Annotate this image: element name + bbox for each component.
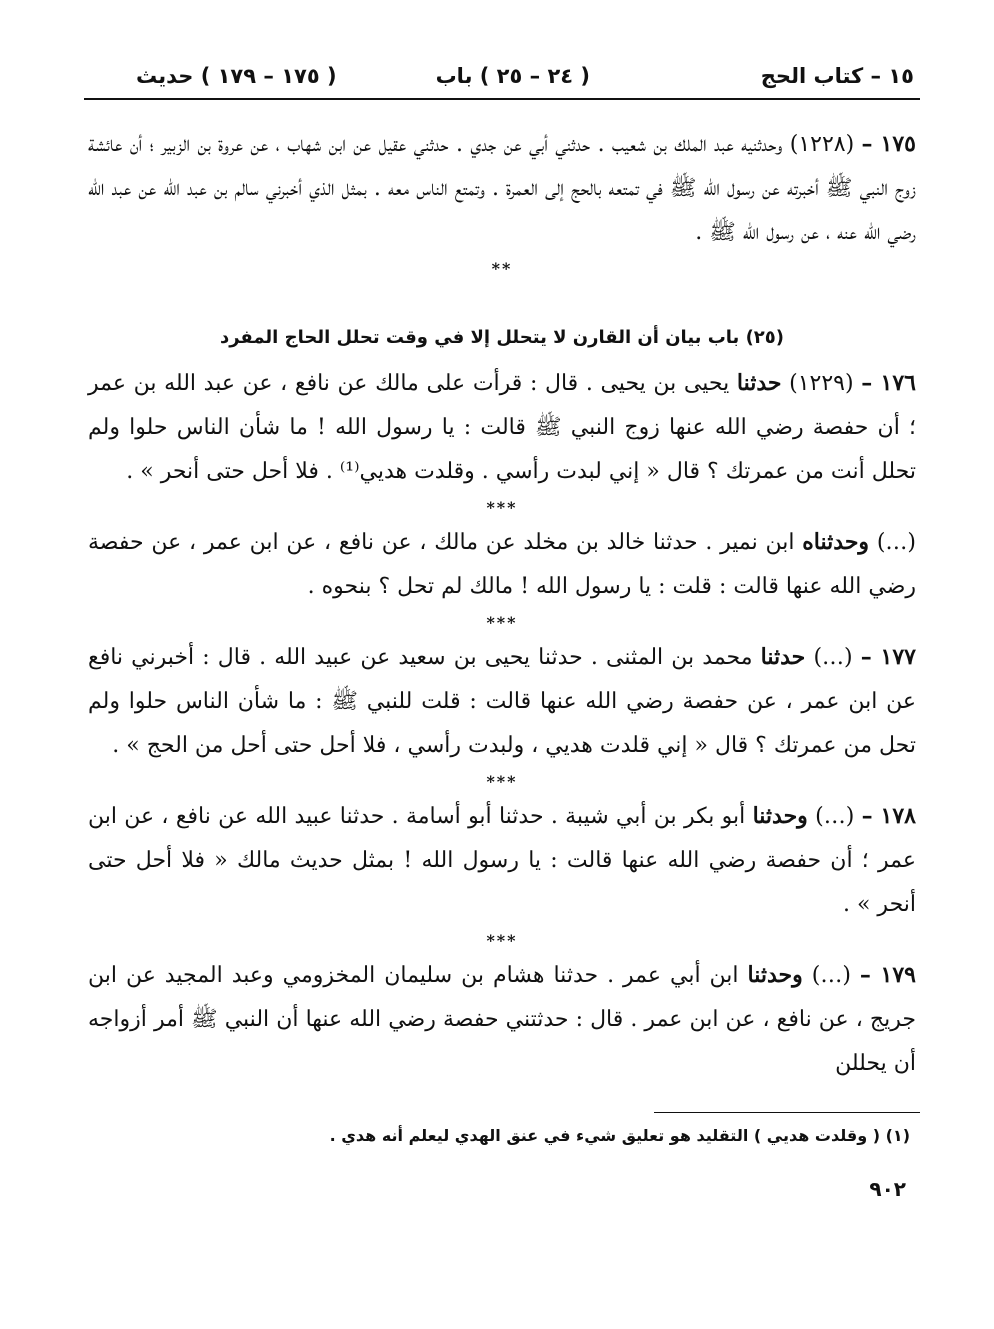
narration-keyword: وحدثنا — [752, 803, 808, 829]
narration-keyword: حدثنا — [736, 370, 782, 396]
hadith-178 — [84, 794, 920, 927]
page-number: ٩٠٢ — [869, 1177, 906, 1201]
chapter-range: ( ٢٤ – ٢٥ ) باب — [435, 64, 590, 88]
hadith-text: ابن أبي عمر . حدثنا هشام بن سليمان المخزومي وعبد المجيد عن ابن جريج ، عن نافع ، عن ابن عمر . قال : حدثتني حفصة رضي الله عنها أن النبي ﷺ أمر أزواجه أن يحللن — [88, 963, 916, 1076]
separator-stars: *** — [486, 931, 518, 950]
hadith-ref: (…) — [813, 645, 853, 670]
hadith-text: يحيى بن يحيى . قال : قرأت على مالك عن نافع ، عن عبد الله بن عمر ؛ أن حفصة رضي الله عنها زوج النبي ﷺ قالت : يا رسول الله ! ما شأن الناس حلوا ولم تحلل أنت من عمرتك ؟ قال « إني لبدت رأسي . وقلدت هديي⁽¹⁾ . فلا أحل حتى أنحر » . — [88, 371, 916, 484]
hadith-177 — [84, 635, 920, 768]
hadith-text: (١٢٢٨) وحدثنيه عبد الملك بن شعيب . حدثني أبي عن جدي . حدثني عقيل عن ابن شهاب ، عن عروة بن الزبير ؛ أن عائشة زوج النبي ﷺ أخبرته عن رسول الله ﷺ في تمتعه بالحج إلى العمرة . وتمتع الناس معه . بمثل الذي أخبرني سالم بن عبد الله عن عبد الله رضي الله عنه ، عن رسول الله ﷺ . — [88, 132, 916, 245]
separator-stars: *** — [486, 772, 518, 791]
hadith-175 — [84, 122, 920, 255]
hadith-176-variant — [84, 520, 920, 609]
narration-keyword: وحدثناه — [802, 529, 870, 555]
running-header — [84, 58, 920, 100]
hadith-range: ( ١٧٥ – ١٧٩ ) حديث — [136, 64, 337, 88]
hadith-number: ١٧٨ – — [861, 803, 916, 829]
separator-stars: *** — [486, 613, 518, 632]
hadith-number: ١٧٧ – — [860, 644, 916, 670]
hadith-number: ١٧٥ – — [861, 131, 916, 157]
narration-keyword: وحدثنا — [747, 962, 803, 988]
hadith-number: ١٧٩ – — [859, 962, 916, 988]
hadith-ref: (…) — [876, 530, 916, 555]
hadith-text: محمد بن المثنى . حدثنا يحيى بن سعيد عن عبيد الله . قال : أخبرني نافع عن ابن عمر ، عن حفصة رضي الله عنها قالت : قلت للنبي ﷺ : ما شأن الناس حلوا ولم تحل من عمرتك ؟ قال « إني قلدت هديي ، ولبدت رأسي ، فلا أحل حتى أحل من الحج » . — [88, 645, 916, 758]
separator-stars: ** — [491, 259, 513, 278]
separator-stars: *** — [486, 498, 518, 517]
hadith-ref: (…) — [811, 963, 851, 988]
footnote-divider — [654, 1112, 920, 1113]
chapter-heading: (٢٥) باب بيان أن القارن لا يتحلل إلا في وقت تحلل الحاج المفرد — [219, 327, 785, 348]
hadith-text: أبو بكر بن أبي شيبة . حدثنا أبو أسامة . حدثنا عبيد الله عن نافع ، عن ابن عمر ؛ أن حفصة رضي الله عنها قالت : يا رسول الله ! بمثل حديث مالك « فلا أحل حتى أنحر » . — [88, 804, 916, 917]
hadith-176 — [84, 361, 920, 494]
narration-keyword: حدثنا — [760, 644, 806, 670]
hadith-ref: (…) — [815, 804, 855, 829]
document-page — [84, 58, 920, 1201]
hadith-179 — [84, 953, 920, 1086]
hadith-ref: (١٢٢٩) — [789, 371, 854, 396]
hadith-text: ابن نمير . حدثنا خالد بن مخلد عن مالك ، عن نافع ، عن ابن عمر ، عن حفصة رضي الله عنها قالت : قلت : يا رسول الله ! مالك لم تحل ؟ بنحوه . — [88, 530, 916, 599]
hadith-number: ١٧٦ – — [861, 370, 916, 396]
footnote: (١) ( وقلدت هديي ) التقليد هو تعليق شيء في عنق الهدي ليعلم أنه هدي . — [329, 1126, 910, 1145]
book-title: ١٥ – كتاب الحج — [760, 64, 914, 88]
